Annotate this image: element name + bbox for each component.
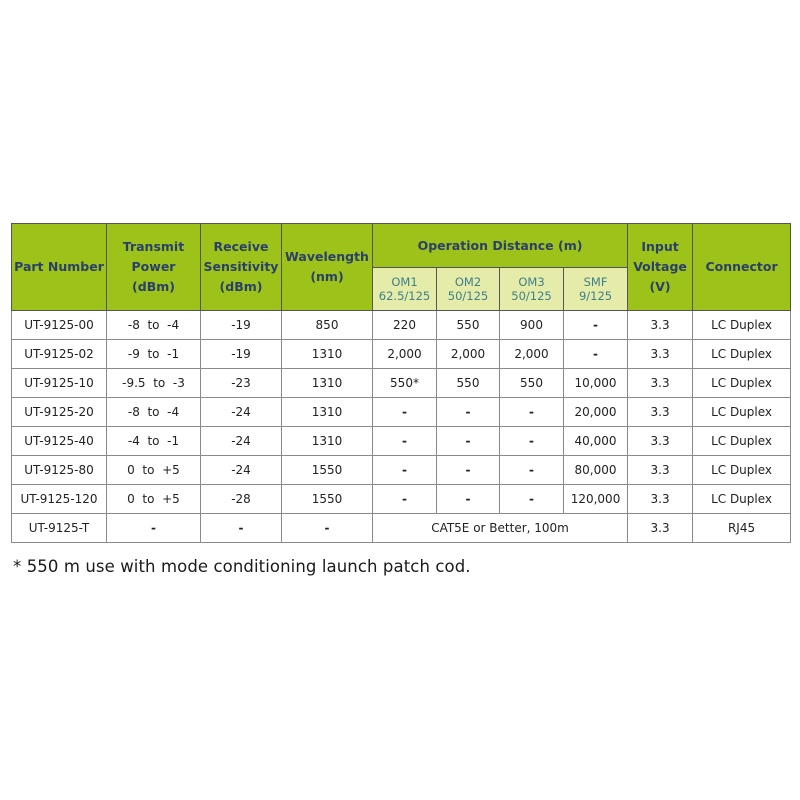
- cell-wl: 1310: [282, 340, 373, 369]
- sub-name: OM2: [454, 275, 482, 289]
- cell-om2: 550: [437, 311, 500, 340]
- cell-voltage: 3.3: [628, 398, 693, 427]
- cell-om3: 550: [500, 369, 564, 398]
- cell-om3: -: [500, 456, 564, 485]
- cell-tx: -8 to -4: [107, 311, 201, 340]
- cell-om1: -: [373, 456, 437, 485]
- cell-om3: 900: [500, 311, 564, 340]
- cell-om1: 550*: [373, 369, 437, 398]
- cell-tx: -9 to -1: [107, 340, 201, 369]
- cell-voltage: 3.3: [628, 369, 693, 398]
- header-line: Transmit: [122, 239, 185, 254]
- sub-name: OM3: [518, 275, 545, 289]
- cell-rx: -28: [201, 485, 282, 514]
- cell-distance-merged: CAT5E or Better, 100m: [373, 514, 628, 543]
- cell-tx: 0 to +5: [107, 456, 201, 485]
- subheader-om3: [500, 268, 564, 311]
- table-row: [12, 369, 791, 398]
- cell-smf: 40,000: [564, 427, 628, 456]
- cell-wl: 1310: [282, 427, 373, 456]
- cell-wl: 1310: [282, 398, 373, 427]
- cell-om1: 2,000: [373, 340, 437, 369]
- cell-part: UT-9125-40: [12, 427, 107, 456]
- cell-part: UT-9125-10: [12, 369, 107, 398]
- cell-tx: 0 to +5: [107, 485, 201, 514]
- cell-smf: -: [564, 311, 628, 340]
- sub-spec: 50/125: [447, 289, 489, 303]
- cell-smf: 120,000: [564, 485, 628, 514]
- table-row: [12, 427, 791, 456]
- cell-om2: -: [437, 427, 500, 456]
- sub-spec: 9/125: [578, 289, 613, 303]
- cell-voltage: 3.3: [628, 311, 693, 340]
- cell-voltage: 3.3: [628, 427, 693, 456]
- cell-part: UT-9125-T: [12, 514, 107, 543]
- header-wavelength: [282, 224, 373, 311]
- cell-part: UT-9125-80: [12, 456, 107, 485]
- cell-rx: -24: [201, 427, 282, 456]
- cell-om2: -: [437, 456, 500, 485]
- cell-voltage: 3.3: [628, 456, 693, 485]
- header-line: (V): [649, 279, 671, 294]
- header-transmit-power: [107, 224, 201, 311]
- sub-name: OM1: [391, 275, 418, 289]
- cell-smf: 10,000: [564, 369, 628, 398]
- header-line: (dBm): [219, 279, 263, 294]
- cell-om1: -: [373, 485, 437, 514]
- cell-smf: 80,000: [564, 456, 628, 485]
- cell-tx: -8 to -4: [107, 398, 201, 427]
- table-row: [12, 311, 791, 340]
- cell-wl: 1550: [282, 456, 373, 485]
- sub-name: SMF: [583, 275, 608, 289]
- cell-wl: -: [282, 514, 373, 543]
- cell-part: UT-9125-02: [12, 340, 107, 369]
- header-part-number: Part Number: [12, 224, 107, 311]
- cell-om2: -: [437, 485, 500, 514]
- cell-tx: -9.5 to -3: [107, 369, 201, 398]
- cell-om2: 2,000: [437, 340, 500, 369]
- subheader-smf: [564, 268, 628, 311]
- cell-rx: -24: [201, 398, 282, 427]
- cell-om3: 2,000: [500, 340, 564, 369]
- header-input-voltage: [628, 224, 693, 311]
- cell-rx: -24: [201, 456, 282, 485]
- cell-connector: RJ45: [693, 514, 791, 543]
- cell-connector: LC Duplex: [693, 369, 791, 398]
- cell-rx: -: [201, 514, 282, 543]
- cell-om2: -: [437, 398, 500, 427]
- table-row: [12, 340, 791, 369]
- spec-table: [11, 223, 791, 543]
- cell-voltage: 3.3: [628, 514, 693, 543]
- cell-tx: -: [107, 514, 201, 543]
- table-row: [12, 485, 791, 514]
- header-line: (nm): [310, 269, 344, 284]
- subheader-om1: [373, 268, 437, 311]
- header-line: Wavelength: [285, 249, 369, 264]
- header-line: (dBm): [132, 279, 175, 294]
- cell-smf: 20,000: [564, 398, 628, 427]
- cell-rx: -23: [201, 369, 282, 398]
- cell-part: UT-9125-20: [12, 398, 107, 427]
- cell-wl: 850: [282, 311, 373, 340]
- cell-om1: 220: [373, 311, 437, 340]
- cell-smf: -: [564, 340, 628, 369]
- cell-connector: LC Duplex: [693, 311, 791, 340]
- cell-connector: LC Duplex: [693, 340, 791, 369]
- cell-om3: -: [500, 398, 564, 427]
- cell-wl: 1310: [282, 369, 373, 398]
- cell-om3: -: [500, 485, 564, 514]
- header-line: Voltage: [633, 259, 687, 274]
- header-line: Input: [641, 239, 679, 254]
- cell-connector: LC Duplex: [693, 456, 791, 485]
- table-row: [12, 398, 791, 427]
- cell-om1: -: [373, 427, 437, 456]
- cell-part: UT-9125-120: [12, 485, 107, 514]
- cell-voltage: 3.3: [628, 485, 693, 514]
- table-row: [12, 514, 791, 543]
- cell-connector: LC Duplex: [693, 398, 791, 427]
- cell-om2: 550: [437, 369, 500, 398]
- cell-rx: -19: [201, 340, 282, 369]
- header-receive-sensitivity: [201, 224, 282, 311]
- footnote: * 550 m use with mode conditioning launch patch cod.: [13, 557, 471, 576]
- sub-spec: 50/125: [511, 289, 552, 303]
- header-line: Power: [131, 259, 176, 274]
- cell-rx: -19: [201, 311, 282, 340]
- subheader-om2: [437, 268, 500, 311]
- cell-om1: -: [373, 398, 437, 427]
- cell-om3: -: [500, 427, 564, 456]
- sub-spec: 62.5/125: [378, 289, 431, 303]
- header-operation-distance: Operation Distance (m): [373, 224, 628, 268]
- cell-connector: LC Duplex: [693, 485, 791, 514]
- cell-connector: LC Duplex: [693, 427, 791, 456]
- cell-tx: -4 to -1: [107, 427, 201, 456]
- header-line: Receive: [213, 239, 269, 254]
- header-connector: Connector: [693, 224, 791, 311]
- cell-voltage: 3.3: [628, 340, 693, 369]
- cell-wl: 1550: [282, 485, 373, 514]
- table-row: [12, 456, 791, 485]
- cell-part: UT-9125-00: [12, 311, 107, 340]
- header-line: Sensitivity: [203, 259, 279, 274]
